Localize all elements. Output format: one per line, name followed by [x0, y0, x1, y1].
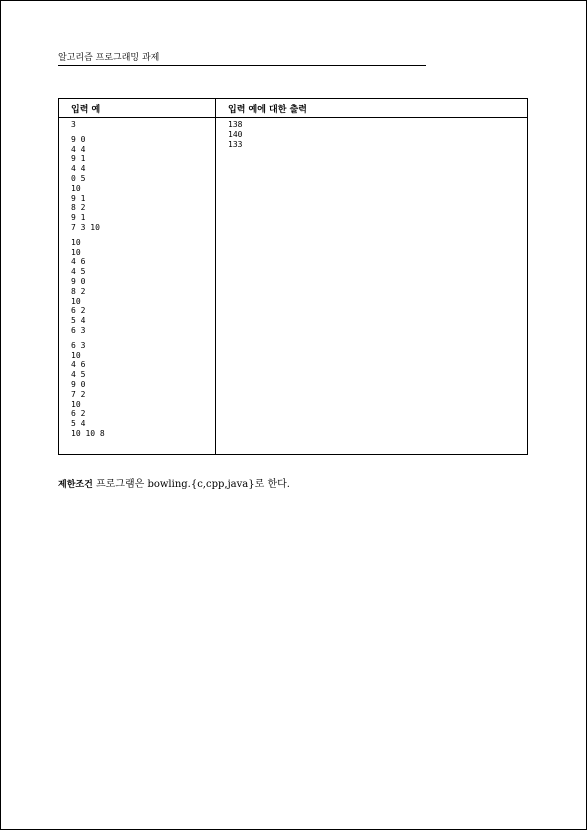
table-body-row — [59, 118, 528, 455]
input-line: 10 — [71, 247, 81, 257]
input-line: 0 5 — [71, 173, 86, 183]
input-line: 7 3 10 — [71, 222, 100, 232]
input-line: 10 — [71, 399, 81, 409]
constraint-note — [58, 479, 290, 491]
output-line: 140 — [228, 129, 243, 139]
input-line: 6 3 — [71, 340, 86, 350]
io-example-table — [58, 98, 528, 455]
input-line: 9 1 — [71, 213, 86, 223]
input-example-header: 입력 예 — [59, 99, 216, 118]
output-example-cell — [216, 118, 528, 455]
constraint-text: 프로그램은 bowling.{c,cpp,java}로 한다. — [95, 479, 290, 490]
input-line: 8 2 — [71, 286, 86, 296]
input-line: 10 — [71, 350, 81, 360]
output-line: 133 — [228, 139, 243, 149]
input-example-cell — [59, 118, 216, 455]
input-line: 6 2 — [71, 409, 86, 419]
input-line: 10 10 8 — [71, 428, 105, 438]
input-line: 5 4 — [71, 419, 86, 429]
input-line: 9 0 — [71, 134, 86, 144]
output-example-header: 입력 예에 대한 출력 — [216, 99, 528, 118]
input-line: 9 0 — [71, 379, 86, 389]
page-header: 알고리즘 프로그래밍 과제 — [58, 53, 426, 66]
input-line: 8 2 — [71, 203, 86, 213]
input-line: 10 — [71, 296, 81, 306]
input-line: 3 — [71, 120, 76, 129]
input-line: 4 6 — [71, 360, 86, 370]
input-line: 9 0 — [71, 276, 86, 286]
input-line: 10 — [71, 237, 81, 247]
input-line: 4 5 — [71, 370, 86, 380]
input-line: 4 4 — [71, 164, 86, 174]
input-line: 6 3 — [71, 325, 86, 335]
table-header-row — [59, 99, 528, 118]
input-line: 4 6 — [71, 257, 86, 267]
input-line: 9 1 — [71, 193, 86, 203]
input-line: 5 4 — [71, 316, 86, 326]
constraint-label: 제한조건 — [58, 480, 93, 490]
input-line: 4 4 — [71, 144, 86, 154]
output-line: 138 — [228, 120, 243, 129]
input-line: 7 2 — [71, 389, 86, 399]
input-line: 10 — [71, 183, 81, 193]
input-line: 6 2 — [71, 306, 86, 316]
input-line: 4 5 — [71, 267, 86, 277]
input-line: 9 1 — [71, 154, 86, 164]
